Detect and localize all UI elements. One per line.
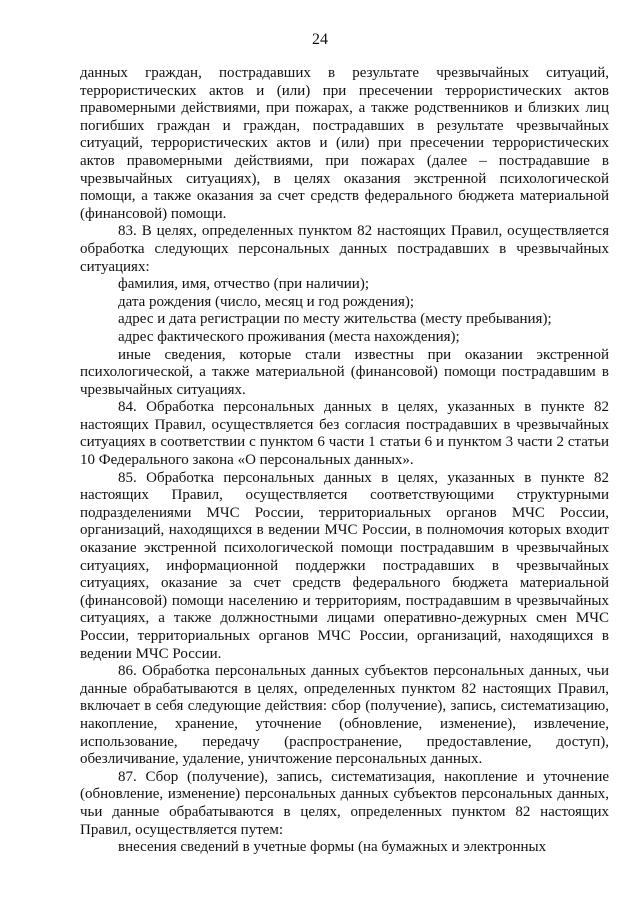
paragraph-86: 86. Обработка персональных данных субъектов персональных данных, чьи данные обрабатываются в целях, определенных пунктом 82 настоящих Правил, включает в себя следующие действия: сбор (получение), запись, систематизацию, накопление, хранение, уточнение (обновление, изменение), извлечение, использование, передачу (распространение, предоставление, доступ), обезличивание, удаление, уничтожение персональных данных. [80,663,609,768]
page-number: 24 [312,31,328,48]
list-item: дата рождения (число, месяц и год рождения); [118,293,415,310]
paragraph-85: 85. Обработка персональных данных в целях, указанных в пункте 82 настоящих Правил, осуществляется соответствующими структурными подразделениями МЧС России, территориальных органов МЧС России, организаций, находящихся в ведении МЧС России, в полномочия которых входит оказание экстренной психологической помощи пострадавшим в чрезвычайных ситуациях, информационной поддержки пострадавших в чрезвычайных ситуациях, оказание за счет средств федерального бюджета материальной (финансовой) помощи населению и территориям, пострадавшим в чрезвычайных ситуациях, а также должностными лицами оперативно-дежурных смен МЧС России, территориальных органов МЧС России, организаций, находящихся в ведении МЧС России. [80,469,609,662]
list-item: адрес и дата регистрации по месту жительства (месту пребывания); [118,311,552,328]
list-item: иные сведения, которые стали известны при оказании экстренной психологической, а также материальной (финансовой) помощи пострадавшим в чрезвычайных ситуациях. [80,346,609,398]
list-item: фамилия, имя, отчество (при наличии); [118,276,369,293]
document-body [80,65,609,857]
paragraph-83: 83. В целях, определенных пунктом 82 настоящих Правил, осуществляется обработка следующих персональных данных пострадавших в чрезвычайных ситуациях: [80,223,609,275]
paragraph-continuation: данных граждан, пострадавших в результате чрезвычайных ситуаций, террористических актов и (или) при пресечении террористических актов правомерными действиями, при пожарах, а также родственников и близких лиц погибших граждан и граждан, пострадавших в результате чрезвычайных ситуаций, террористических актов и (или) при пресечении террористических актов правомерными действиями, при пожарах (далее – пострадавшие в чрезвычайных ситуациях), в целях оказания экстренной психологической помощи, а также оказания за счет средств федерального бюджета материальной (финансовой) помощи. [80,65,609,222]
paragraph-87-continuation: внесения сведений в учетные формы (на бумажных и электронных [118,839,547,856]
paragraph-84: 84. Обработка персональных данных в целях, указанных в пункте 82 настоящих Правил, осуществляется без согласия пострадавших в чрезвычайных ситуациях в соответствии с пунктом 6 части 1 статьи 6 и пунктом 3 части 2 статьи 10 Федерального закона «О персональных данных». [80,399,609,469]
paragraph-87: 87. Сбор (получение), запись, систематизация, накопление и уточнение (обновление, изменение) персональных данных субъектов персональных данных, чьи данные обрабатываются в целях, определенных пунктом 82 настоящих Правил, осуществляется путем: [80,768,609,838]
list-item: адрес фактического проживания (места нахождения); [118,328,460,345]
